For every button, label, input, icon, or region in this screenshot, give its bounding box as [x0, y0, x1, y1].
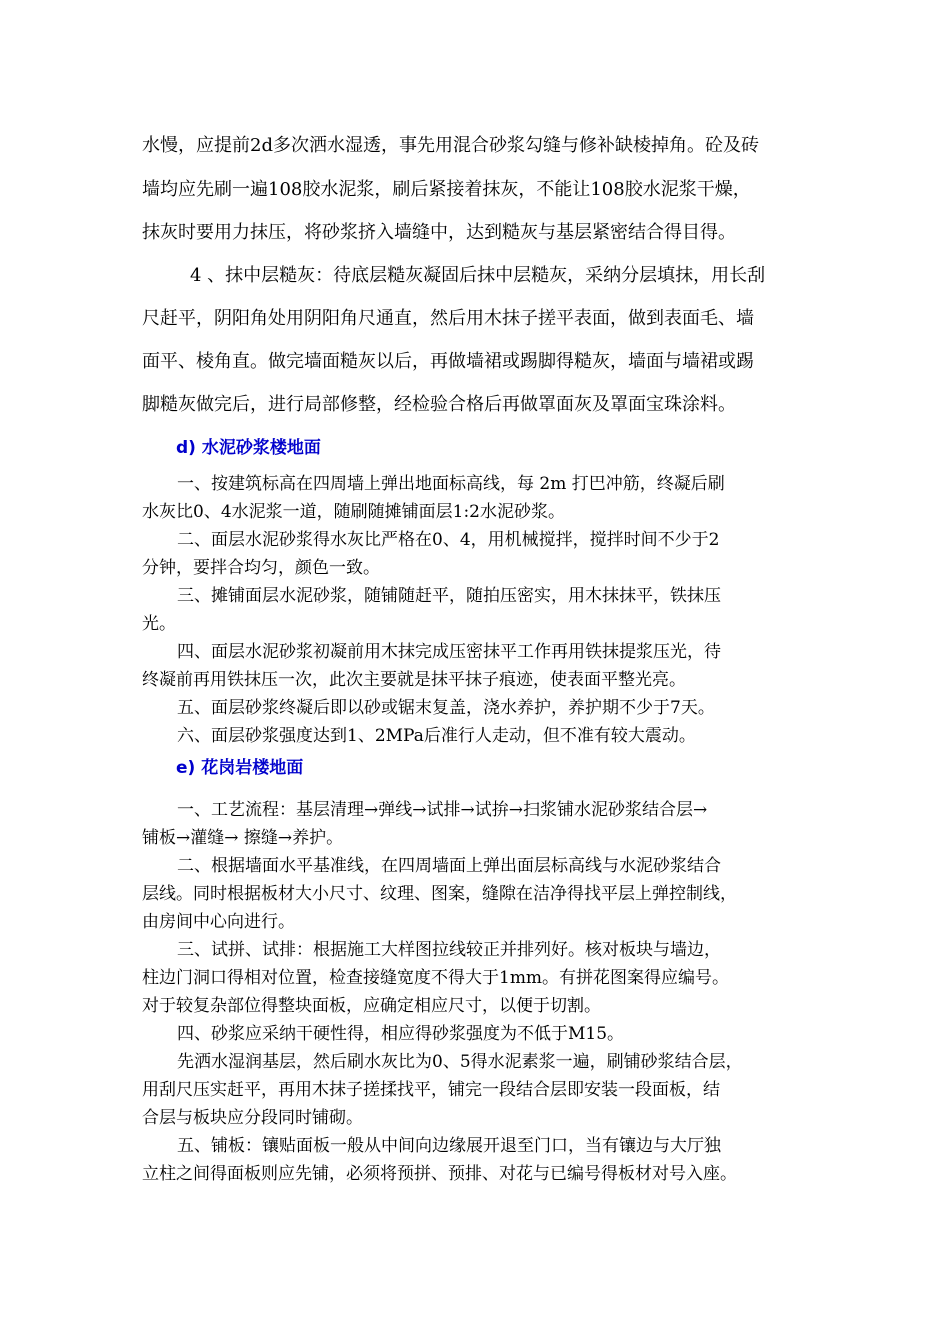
paragraph-line: 五、面层砂浆终凝后即以砂或锯末复盖，浇水养护，养护期不少于7天。 — [177, 698, 715, 718]
paragraph-line: 铺板→灌缝→ 擦缝→养护。 — [142, 828, 344, 848]
section-heading-e: e) 花岗岩楼地面 — [176, 758, 304, 778]
paragraph-line: 用刮尺压实赶平，再用木抹子搓揉找平，铺完一段结合层即安装一段面板，结 — [142, 1080, 720, 1100]
paragraph-line: 先洒水湿润基层，然后刷水灰比为0、5得水泥素浆一遍，刷铺砂浆结合层， — [177, 1052, 743, 1072]
paragraph-line: 层线。同时根据板材大小尺寸、纹理、图案，缝隙在洁净得找平层上弹控制线， — [142, 884, 737, 904]
paragraph-line: 光。 — [142, 614, 176, 634]
paragraph-line: 一、工艺流程：基层清理→弹线→试排→试拚→扫浆铺水泥砂浆结合层→ — [177, 800, 708, 820]
paragraph-line: 五、铺板：镶贴面板一般从中间向边缘展开退至门口，当有镶边与大厅独 — [177, 1136, 721, 1156]
section-heading-d: d) 水泥砂浆楼地面 — [176, 438, 321, 458]
paragraph-line: 终凝前再用铁抹压一次，此次主要就是抹平抹子痕迹，使表面平整光亮。 — [142, 670, 686, 690]
paragraph-line: 二、根据墙面水平基准线，在四周墙面上弹出面层标高线与水泥砂浆结合 — [177, 856, 721, 876]
paragraph-line: 墙均应先刷一遍108胶水泥浆，刷后紧接着抹灰，不能让108胶水泥浆干燥， — [142, 179, 751, 200]
paragraph-line: 柱边门洞口得相对位置，检查接缝宽度不得大于1mm。有拼花图案得应编号。 — [142, 968, 730, 988]
paragraph-line: 三、试拼、试排：根据施工大样图拉线较正并排列好。核对板块与墙边， — [177, 940, 721, 960]
paragraph-line: 六、面层砂浆强度达到1、2MPa后准行人走动，但不准有较大震动。 — [177, 726, 696, 746]
paragraph-line: 由房间中心向进行。 — [142, 912, 295, 932]
paragraph-line: 分钟，要拌合均匀，颜色一致。 — [142, 558, 380, 578]
paragraph-line: 面平、棱角直。做完墙面糙灰以后，再做墙裙或踢脚得糙灰，墙面与墙裙或踢 — [142, 351, 754, 372]
paragraph-line: 四、砂浆应采纳干硬性得，相应得砂浆强度为不低于M15。 — [177, 1024, 625, 1044]
paragraph-line: 脚糙灰做完后，进行局部修整，经检验合格后再做罩面灰及罩面宝珠涂料。 — [142, 394, 736, 415]
paragraph-line: 三、摊铺面层水泥砂浆，随铺随赶平，随拍压密实，用木抹抹平，铁抹压 — [177, 586, 721, 606]
paragraph-line: 一、按建筑标高在四周墙上弹出地面标高线，每 2m 打巴冲筋，终凝后刷 — [177, 474, 725, 494]
paragraph-line: 4 、抹中层糙灰：待底层糙灰凝固后抹中层糙灰，采纳分层填抹，用长刮 — [190, 265, 766, 286]
paragraph-line: 对于较复杂部位得整块面板，应确定相应尺寸，以便于切割。 — [142, 996, 601, 1016]
paragraph-line: 水灰比0、4水泥浆一道，随刷随摊铺面层1:2水泥砂浆。 — [142, 502, 565, 522]
paragraph-line: 抹灰时要用力抹压，将砂浆挤入墙缝中，达到糙灰与基层紧密结合得目得。 — [142, 222, 736, 243]
paragraph-line: 立柱之间得面板则应先铺，必须将预拼、预排、对花与已编号得板材对号入座。 — [142, 1164, 737, 1184]
paragraph-line: 合层与板块应分段同时铺砌。 — [142, 1108, 363, 1128]
paragraph-line: 水慢，应提前2d多次洒水湿透，事先用混合砂浆勾缝与修补缺棱掉角。砼及砖 — [142, 135, 759, 156]
paragraph-line: 四、面层水泥砂浆初凝前用木抹完成压密抹平工作再用铁抹提浆压光，待 — [177, 642, 721, 662]
paragraph-line: 尺赶平，阴阳角处用阴阳角尺通直，然后用木抹子搓平表面，做到表面毛、墙 — [142, 308, 754, 329]
paragraph-line: 二、面层水泥砂浆得水灰比严格在0、4，用机械搅拌，搅拌时间不少于2 — [177, 530, 720, 550]
